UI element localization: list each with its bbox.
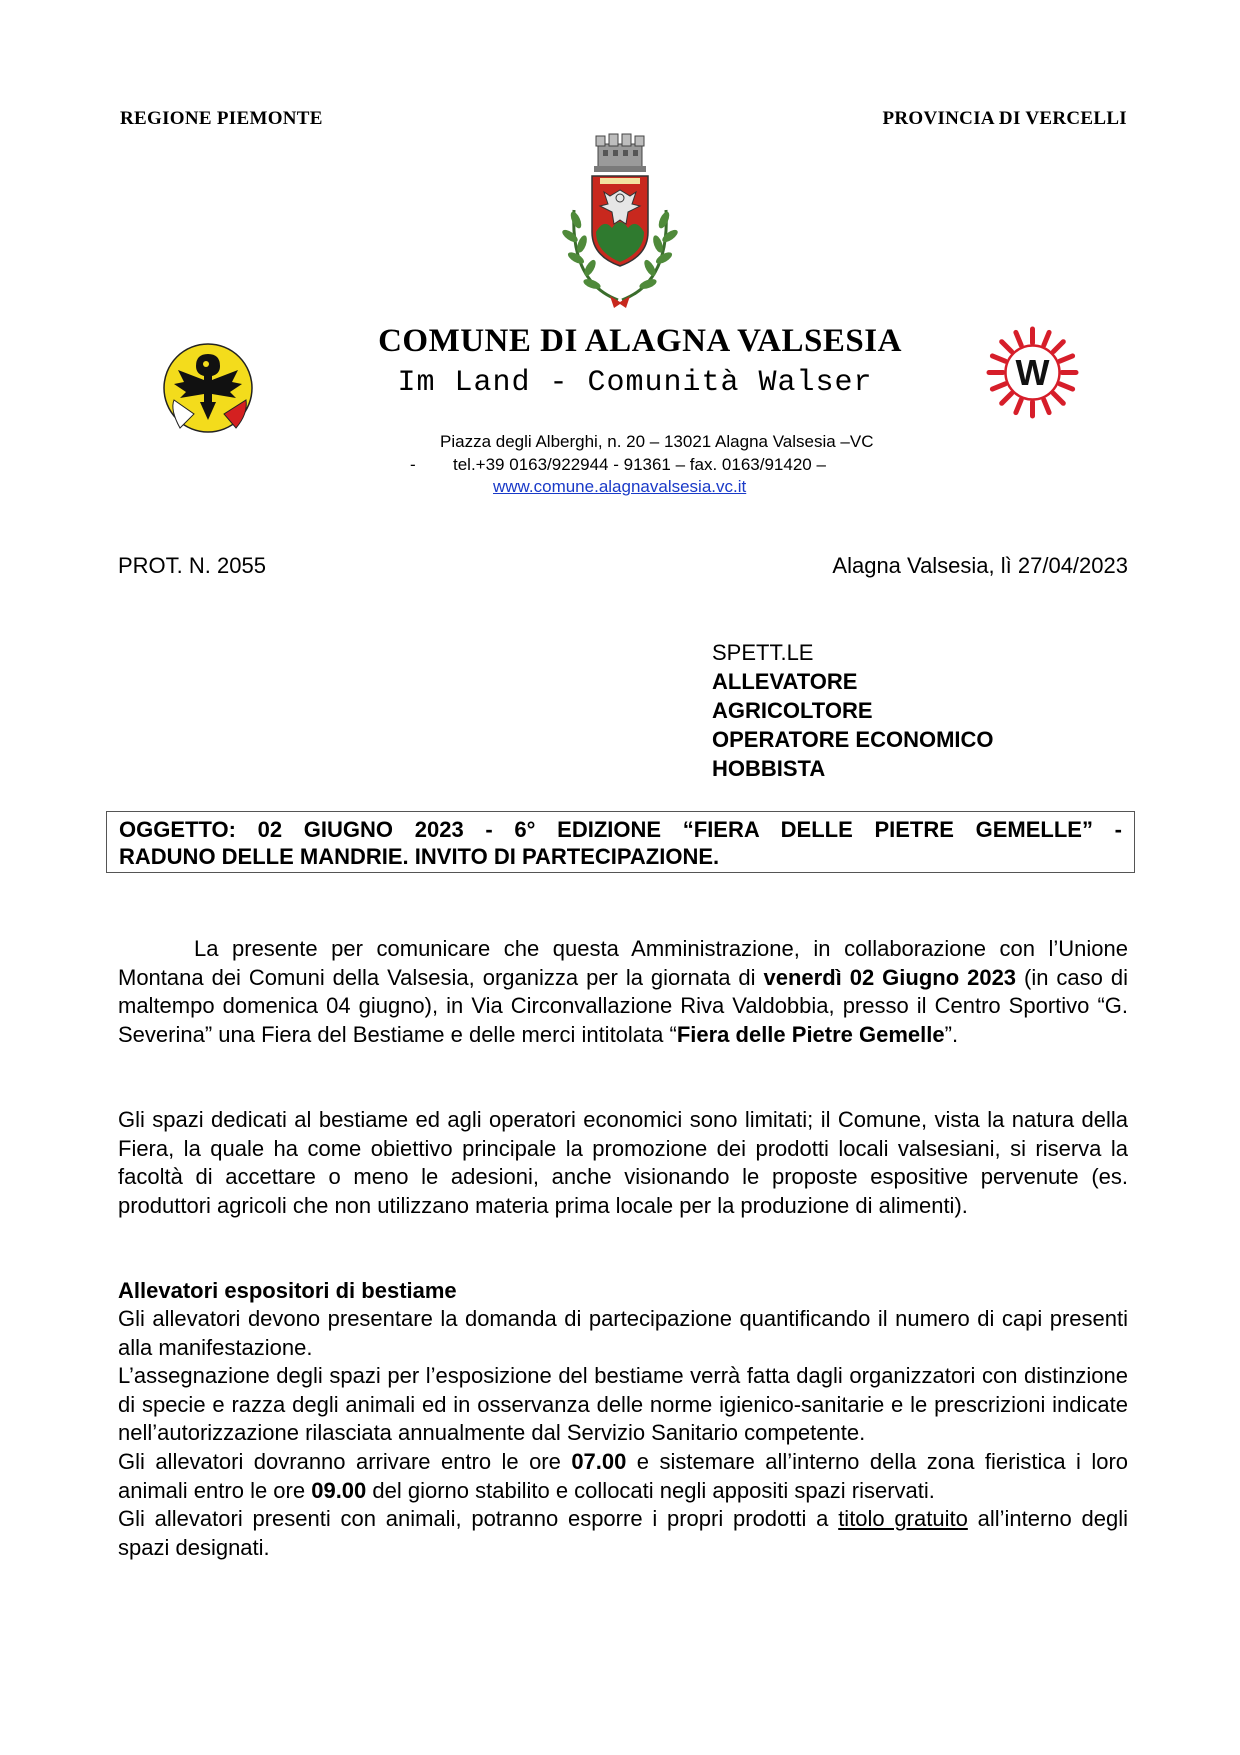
recipient-line: HOBBISTA xyxy=(712,756,826,781)
protocol-number: PROT. N. 2055 xyxy=(118,553,266,578)
text-span: Gli allevatori presenti con animali, potranno esporre i propri prodotti a xyxy=(118,1506,839,1532)
text-line: L’assegnazione degli spazi per l’esposizione del bestiame verrà fatta dagli organizzatori con distinzione di specie e razza degli animali ed in osservanza delle norme igienico-sanitarie e le prescrizioni indicate nell’autorizzazione rilasciata annualmente dal Servizio Sanitario competente. xyxy=(118,1363,1128,1446)
paragraph-spaces: Gli spazi dedicati al bestiame ed agli operatori economici sono limitati; il Comune, vista la natura della Fiera, la quale ha come obiettivo principale la promozione dei prodotti locali valsesiani, si riserva la facoltà di accettare o meno le adesioni, anche visionando le proposte espositive pervenute (es. produttori agricoli che non utilizzano materia prima locale per la produzione di alimenti). xyxy=(118,1107,1128,1218)
logo-right-letter: W xyxy=(1015,352,1050,393)
subject-line-2: RADUNO DELLE MANDRIE. INVITO DI PARTECIPAZIONE. xyxy=(119,844,720,869)
recipient-line: ALLEVATORE xyxy=(712,669,858,694)
text-span: ”. xyxy=(944,1021,959,1047)
paragraph-intro xyxy=(118,935,1128,1049)
recipient-line: OPERATORE ECONOMICO xyxy=(712,727,994,752)
text-span: e sistemare all’interno della zona fieristica i loro animali entro le ore xyxy=(118,1448,1129,1503)
arrival-time: 07.00 xyxy=(571,1448,627,1474)
subject-line-1: OGGETTO: 02 GIUGNO 2023 - 6° EDIZIONE “FIERA DELLE PIETRE GEMELLE” - xyxy=(119,817,1122,842)
coat-of-arms-icon xyxy=(540,132,700,310)
address-line: Piazza degli Alberghi, n. 20 – 13021 Alagna Valsesia –VC xyxy=(440,432,874,451)
contact-line: tel.+39 0163/922944 - 91361 – fax. 0163/91420 – xyxy=(453,455,826,474)
region-label: REGIONE PIEMONTE xyxy=(120,108,323,129)
page-subtitle: Im Land - Comunità Walser xyxy=(397,366,873,400)
recipients-block xyxy=(712,638,994,783)
recipient-line: AGRICOLTORE xyxy=(712,698,873,723)
section-heading: Allevatori espositori di bestiame xyxy=(118,1278,457,1303)
text-span: La presente per comunicare che questa Amministrazione, in collaborazione con l’Unione Montana dei Comuni della Valsesia, organizza per la giornata di xyxy=(118,936,1128,990)
recipient-salutation: SPETT.LE xyxy=(712,640,814,665)
event-date: venerdì 02 Giugno 2023 xyxy=(763,964,1017,990)
text-span: del giorno stabilito e collocati negli appositi spazi riservati. xyxy=(366,1477,935,1503)
page-title: COMUNE DI ALAGNA VALSESIA xyxy=(378,323,902,359)
setup-time: 09.00 xyxy=(311,1477,367,1503)
address-dash: - xyxy=(410,455,416,474)
text-span: all’interno degli spazi designati. xyxy=(118,1506,1129,1560)
free-of-charge: titolo gratuito xyxy=(838,1506,968,1532)
text-line xyxy=(118,1505,1128,1562)
event-name: Fiera delle Pietre Gemelle xyxy=(676,1021,945,1047)
subject-box xyxy=(106,811,1135,873)
text-line xyxy=(118,1448,1128,1505)
paragraph-breeders xyxy=(118,1305,1128,1562)
place-date: Alagna Valsesia, lì 27/04/2023 xyxy=(832,553,1128,578)
website-link[interactable]: www.comune.alagnavalsesia.vc.it xyxy=(493,477,747,496)
text-span: (in caso di maltempo domenica 04 giugno), in Via Circonvallazione Riva Valdobbia, presso il Centro Sportivo “G. Severina” una Fiera del Bestiame e delle merci intitolata “ xyxy=(118,964,1128,1047)
text-span: Gli allevatori dovranno arrivare entro le ore xyxy=(118,1448,572,1474)
text-line: Gli allevatori devono presentare la domanda di partecipazione quantificando il numero di capi presenti alla manifestazione. xyxy=(118,1306,1128,1360)
province-label: PROVINCIA DI VERCELLI xyxy=(882,108,1127,129)
